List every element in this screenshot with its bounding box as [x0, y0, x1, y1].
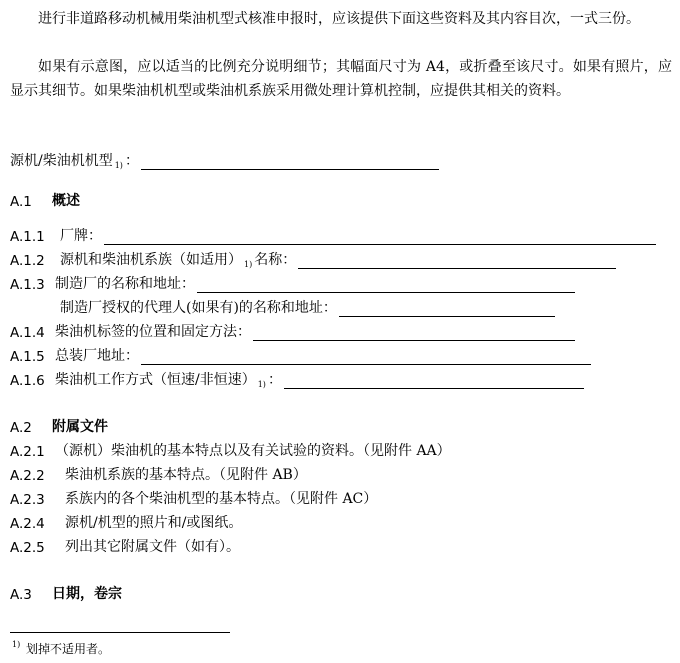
item-number: A.2.3: [10, 492, 45, 508]
item-a2-3: [10, 486, 377, 508]
assembly-address-field[interactable]: [141, 349, 591, 365]
item-number: A.1.1: [10, 229, 45, 245]
item-number: A.1.2: [10, 253, 45, 269]
item-label-suffix: ：: [267, 372, 282, 388]
section-number: A.3: [10, 587, 32, 603]
footnote-mark: 1): [12, 640, 21, 649]
item-number: A.2.1: [10, 444, 45, 460]
item-label: 柴油机标签的位置和固定方法：: [55, 324, 251, 340]
engine-model-field[interactable]: [141, 154, 439, 170]
manufacturer-field[interactable]: [197, 277, 575, 293]
operating-mode-field[interactable]: [284, 373, 584, 389]
intro-paragraph-2: 如果有示意图，应以适当的比例充分说明细节；其幅面尺寸为 A4，或折叠至该尺寸。如果有照片，应显示其细节。如果柴油机机型或柴油机系族采用微处理计算机控制，应提供其相关的资料。: [10, 59, 672, 99]
item-number: A.2.5: [10, 540, 45, 556]
item-a2-1: [10, 438, 451, 460]
item-number: A.1.5: [10, 349, 45, 365]
item-a2-2: [10, 462, 307, 484]
section-a2-heading: [10, 414, 108, 436]
item-number: A.1.3: [10, 277, 45, 293]
item-number: A.2.4: [10, 516, 45, 532]
engine-family-name-field[interactable]: [298, 253, 616, 269]
item-a1-3: [10, 271, 575, 293]
item-a1-5: [10, 343, 591, 365]
item-a1-4: [10, 319, 575, 341]
section-number: A.2: [10, 420, 32, 436]
section-title: 概述: [52, 193, 80, 209]
item-label: 制造厂的名称和地址：: [55, 276, 195, 292]
section-title: 附属文件: [52, 419, 108, 435]
item-a1-3-agent: [60, 295, 555, 317]
item-text: 源机/机型的照片和/或图纸。: [65, 515, 243, 531]
item-text: （源机）柴油机的基本特点以及有关试验的资料。（见附件 AA）: [55, 443, 451, 459]
item-label: 厂牌：: [60, 228, 102, 244]
item-number: A.1.4: [10, 325, 45, 341]
item-label: 制造厂授权的代理人(如果有)的名称和地址：: [60, 300, 337, 316]
footnote-ref: 1): [257, 380, 266, 389]
footnote-ref: 1): [114, 161, 123, 170]
colon: ：: [124, 153, 139, 169]
brand-field[interactable]: [104, 229, 656, 245]
item-a2-4: [10, 510, 242, 532]
item-number: A.2.2: [10, 468, 45, 484]
item-label: 柴油机工作方式（恒速/非恒速）: [55, 372, 256, 388]
section-title: 日期，卷宗: [52, 586, 122, 602]
item-label: 源机和柴油机系族（如适用）: [60, 252, 242, 268]
section-a1-heading: [10, 188, 80, 210]
footnote: [10, 640, 110, 657]
intro-paragraph-1: 进行非道路移动机械用柴油机型式核准申报时，应该提供下面这些资料及其内容目次，一式三份。: [38, 11, 640, 27]
item-number: A.1.6: [10, 373, 45, 389]
item-label-suffix: 名称：: [254, 252, 297, 268]
agent-field[interactable]: [339, 301, 555, 317]
engine-model-line: [10, 148, 439, 170]
item-text: 柴油机系族的基本特点。（见附件 AB）: [65, 467, 307, 483]
item-a2-5: [10, 534, 240, 556]
item-a1-2: [10, 247, 616, 269]
item-a1-6: [10, 367, 584, 389]
item-a1-1: [10, 223, 656, 245]
footnote-rule: [10, 632, 230, 633]
footnote-ref: 1): [244, 260, 253, 269]
item-text: 系族内的各个柴油机型的基本特点。（见附件 AC）: [65, 491, 378, 507]
item-text: 列出其它附属文件（如有）。: [65, 539, 240, 555]
section-number: A.1: [10, 194, 32, 210]
footnote-text: 划掉不适用者。: [26, 642, 111, 656]
engine-model-label: 源机/柴油机机型: [10, 153, 113, 169]
item-label: 总装厂地址：: [55, 348, 139, 364]
label-location-field[interactable]: [253, 325, 575, 341]
section-a3-heading: [10, 581, 122, 603]
